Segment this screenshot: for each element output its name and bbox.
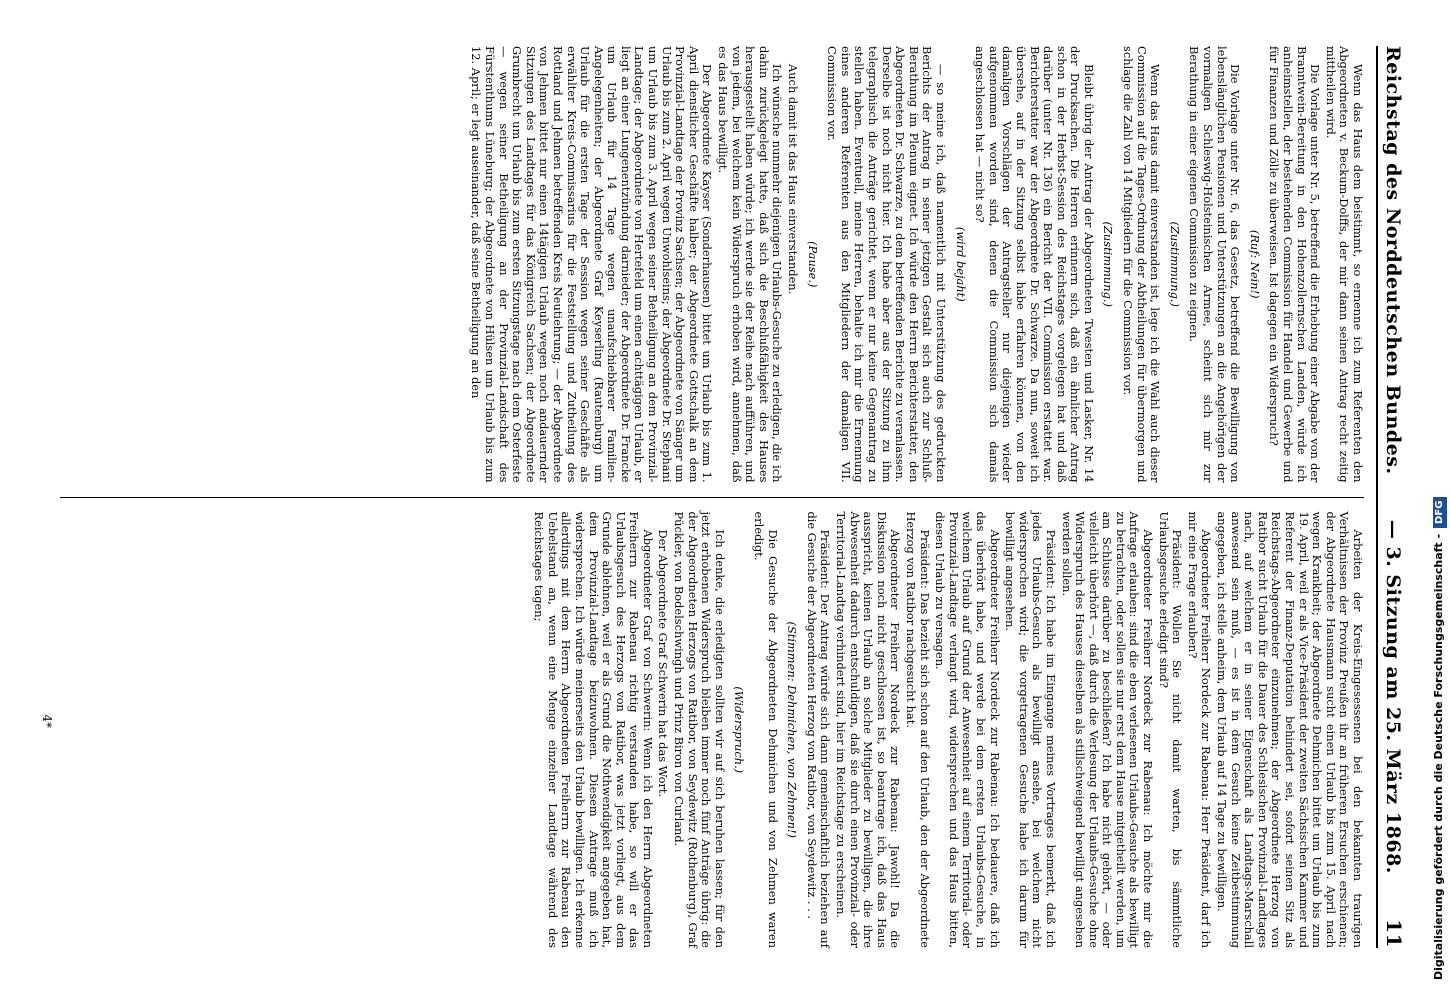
- right-paragraph: Präsident: Wollen Sie nicht damit warten, bis sämmtliche Urlaubsgesuche erledigt sind?: [1156, 511, 1185, 948]
- left-paragraph: Der Abgeordnete Kayser (Sonderhausen) bittet um Urlaub bis zum 1. April dienstlicher Geschäfte halber; der Abgeordnete Gottschalk an dem Provinzial-Landtage der Provinz Sachsen; der Abgeordnete von Sänger um Urlaub bis zum 2. April wegen Unwohlseins; der Abgeordnete Dr. Stephani um Urlaub bis zum 3. April wegen seiner Betheiligung an dem Provinzial-Landtage; der Abgeordnete von Hertefeld um einen achttägigen Urlaub, er liegt an einer Lungenentzündung darnieder; der Abgeordnete Dr. Francke um Urlaub für 14 Tage wegen unaufschiebbarer Familien-Angelegenheiten; der Abgeordnete Graf Keyserling (Rautenburg) um Urlaub für die ersten Tage der Session wegen seiner Geschäfte als erwählter Kreis-Commissarius für die Feststellung und Zutheilung des Rottland und Jehmen betreffenden Kreis Neutiehrung; — der Abgeordnete von Jehmen bittet nur einen 14tägigen Urlaub wegen noch andauernder Sitzungen des Landtages für das Königreich Sachsen; der Abgeordnete Grumbrecht um Urlaub bis zum ersten Sitzungstage nach dem Osterfeste — wegen seiner Betheiligung an der Provinzial-Landschaft des Fürstenthums Lüneburg; der Abgeordnete von Hülsen um Urlaub bis zum 12. April; er legt auseinander, daß seine Betheiligung an den: [469, 46, 715, 483]
- right-column: [60, 498, 1364, 949]
- page-number: 11: [1382, 919, 1406, 948]
- left-stage-direction: (Zustimmung.): [1101, 221, 1116, 307]
- text-columns: [60, 46, 1364, 948]
- left-stage-direction: (Ruf: Nein!): [1247, 229, 1262, 299]
- right-paragraph: Präsident: Der Antrag würde sich dann gemeinschaftlich beziehen auf die Gesuche der Abgeordneten Herzog von Ratibor, von Seydewitz . . .: [804, 511, 833, 948]
- left-stage-direction: (wird bejaht): [953, 226, 968, 302]
- left-paragraph: Ich wünsche nunmehr diejenigen Urlaubs-Gesuche zu erledigen, die ich dahin zurückgelegt hatte, daß sich die Beschlußfähigkeit des Hauses herausgestellt haben würde; ich werde sie der Reihe nach aufführen, und von jedem, bei welchem kein Widerspruch erhoben wird, annehmen, daß es das Haus bewilligt.: [716, 46, 785, 483]
- left-paragraph: — so meine ich, daß namentlich mit Unterstützung des gedruckten Berichts der Antrag in seiner jetzigen Gestalt sich auch zur Schluß-Berathung im Plenum eignet. Ich würde den Herrn Berichterstatter, den Abgeordneten Dr. Schwarze, zu dem betreffenden Berichte zu veranlassen. Derselbe ist noch nicht hier. Ich habe aber aus der Sitzung zu ihm telegraphisch die Anträge gerichtet, wenn er nur keine Gegenantrag zu stellen haben. Eventuell, meine Herren, behalte ich mir die Ernennung eines anderen Referenten aus den Mitgliedern der damaligen VII. Commission vor.: [825, 46, 948, 483]
- left-stage-direction: (Zustimmung.): [1167, 221, 1182, 307]
- left-stage-direction: (Pause.): [805, 241, 820, 288]
- right-paragraph: Die Gesuche der Abgeordneten Dehmichen und von Zehmen waren erledigt.: [752, 511, 780, 948]
- right-stage-direction: (Widerspruch.): [732, 686, 747, 774]
- header-title: Reichstag des Norddeutschen Bundes.: [1382, 46, 1404, 475]
- left-paragraph: Wenn das Haus damit einverstanden ist, lege ich die Wahl auch dieser Commission auf die Tages-Ordnung der Abtheilungen für übermorgen und schlage die Zahl von 14 Mitgliedern für die Commission vor.: [1121, 46, 1163, 483]
- right-paragraph: Arbeiten der Kreis-Eingesessenen bei den bekannten traurigen Verhältnissen der Provinz Preußen ihr an früheren Ersuchen erschienen; der Abgeordnete Hausmann sucht einen Urlaub bis zum 15. April nach wegen Krankheit; der Abgeordnete Dehmichen bittet um Urlaub bis zum 19. April, weil er als Vice-Präsident der zweiten Sächsischen Kammer und Referent der Finanz-Deputation behindert sei, sofort seinen Sitz als Reichstags-Abgeordneter einzunehmen; der Abgeordnete Herzog von Ratibor sucht Urlaub für die Dauer des Schlesischen Provinzial-Landtages nach, auf welchem er in seiner Eigenschaft als Landtags-Marschall anwesend sein muß, — es ist in dem Gesuch keine Zeitbestimmung angegeben, ich stelle anheim, dem Urlaub auf 14 Tage zu bewilligen.: [1215, 511, 1365, 948]
- header-session: — 3. Sitzung am 25. März 1868.: [1382, 519, 1404, 874]
- left-column: [60, 46, 1364, 497]
- running-header: [1376, 46, 1406, 948]
- right-paragraph: Abgeordneter Freiherr Nordeck zur Rabenau: Ich bedauere, daß ich das überhört habe, und werde bei dem ersten Urlaubs-Gesuche, in welchem Urlaub auf Grund der Anwesenheit auf einem Territorial- oder Provinzial-Landtage verlangt wird, widersprechen und das Haus bitten, diesen Urlaub zu versagen.: [933, 511, 1002, 948]
- dfg-funding-text: Digitalisierung gefördert durch die Deutsche Forschungsgemeinschaft -: [1432, 533, 1445, 980]
- left-paragraph: Bleibt übrig der Antrag der Abgeordneten Twesten und Lasker, Nr. 14 der Drucksachen. Die Herren erinnern sich, daß ein ähnlicher Antrag schon in der Herbst-Session des Reichstages vorgelegen hat und daß darüber (unter Nr. 136) ein Bericht der VII. Commission erstattet war. Berichterstatter war der Abgeordnete Dr. Schwarze. Da nun, soweit ich übersehe, auf in der Sitzung selbst habe erfahren können, von den damaligen Vorschlägen der Antragsteller nur diejenigen wieder aufgenommen worden sind, denen die Commission sich damals angeschlossen hat — nicht so?: [973, 46, 1096, 483]
- left-paragraph: Die Vorlage unter Nr. 6, das Gesetz, betreffend die Bewilligung von lebenslänglichen Pensionen und Unterstützungen an die Angehörigen der vormaligen Schleswig-Holsteinischen Armee, scheint sich mir zur Berathung in einer eigenen Commission zu eignen.: [1187, 46, 1243, 483]
- dfg-logo: DFG: [1433, 497, 1447, 528]
- left-paragraph: Wenn das Haus dem beistimmt, so ernenne ich zum Referenten den Abgeordneten v. Beckum-Dolffs, der mir dann seinen Antrag recht zeitig mittheilen wird.: [1323, 46, 1365, 483]
- dfg-text-line: [1428, 0, 1450, 980]
- right-paragraph: Abgeordneter Freiherr Nordeck zur Rabenau: Herr Präsident, darf ich mir eine Frage erlauben?: [1185, 511, 1214, 948]
- dfg-funding-note: [1406, 0, 1445, 1000]
- right-paragraph: Ich denke, die erledigten sollten wir auf sich beruhen lassen; für den jetzt erhobenen Widerspruch bleiben immer noch fünf Anträge übrig: die der Abgeordneten Herzogs von Ratibor, von Seydewitz (Rothenburg), Graf Pückler, von Bodelschwingh und Prinz Biron von Curland.: [672, 511, 727, 948]
- left-paragraph: Auch damit ist das Haus einverstanden.: [786, 64, 801, 295]
- right-paragraph: Präsident: Ich habe im Eingange meines Vortrages bemerkt, daß ich jedes Urlaubs-Gesuch als bewilligt ansehe, bei welchem nicht widersprochen wird; die vorgetragenen Gesuche habe ich darum für bewilligt angesehen.: [1003, 511, 1058, 948]
- right-paragraph: Der Abgeordnete Graf Schwerin hat das Wort.: [656, 529, 671, 798]
- right-paragraph: Abgeordneter Freiherr Nordeck zur Rabenau: Ich möchte mir die Anfrage erlauben: sind die eben verlesenen Urlaubs-Gesuche als bewilligt zu betrachten, oder sollen sie nur erst dem Hause mitgetheilt werden, um am Schlusse darüber zu beschließen? Ich habe nicht gehört, — oder vielleicht überhört —, daß durch die Verlesung der Urlaubs-Gesuche ohne Widerspruch des Hauses dieselben als stillschweigend bewilligt angesehen werden sollen.: [1059, 511, 1156, 948]
- right-paragraph: Abgeordneter Freiherr Nordeck zur Rabenau: Jawohl! Da die Diskussion noch nicht geschlossen ist, so beantrage ich, daß das Haus ausspricht, keinen Urlaub an solche Mitglieder zu bewilligen, die ihre Abwesenheit dadurch entschuldigen, daß sie durch einen Provinzial- oder Territorial-Landtag verhindert sind, hier im Reichstage zu erscheinen.: [834, 511, 903, 948]
- signature-mark: 4*: [40, 714, 54, 728]
- page-inner: [40, 46, 1406, 948]
- right-stage-direction: (Stimmen: Dehmichen, von Zehmen!): [785, 621, 800, 838]
- right-paragraph: Präsident: Das bezieht sich schon auf den Urlaub, den der Abgeordnete Herzog von Ratibor nachgesucht hat.: [904, 511, 932, 948]
- right-paragraph: Abgeordneter Graf von Schwerin: Wenn ich den Herrn Abgeordneten Freiherrn zur Rabenau richtig verstanden habe, so will er das Urlaubsgesuch des Herzogs von Ratibor, was jetzt vorliegt, aus dem Grunde ablehnen, weil er als Grund die Nothwendigkeit angegeben hat, dem Provinzial-Landtage beizuwohnen. Diesem Antrage muß ich widersprechen. Ich würde meinerseits den Urlaub bewilligen. Ich erkenne allerdings mit dem Herrn Abgeordneten Freiherrn zur Rabenau den Uebelstand an, wenn eine Menge einzelner Landtage während des Reichstages tagen;: [532, 511, 655, 948]
- left-paragraph: Die Vorlage unter Nr. 5, betreffend die Erhebung einer Abgabe von der Branntwein-Bereitung in den Hohenzollernschen Landen, würde ich anheimstellen, der bestehenden Commission für Handel und Gewerbe und für Finanzen und Zölle zu überweisen. Ist dagegen ein Widerspruch?: [1267, 46, 1323, 483]
